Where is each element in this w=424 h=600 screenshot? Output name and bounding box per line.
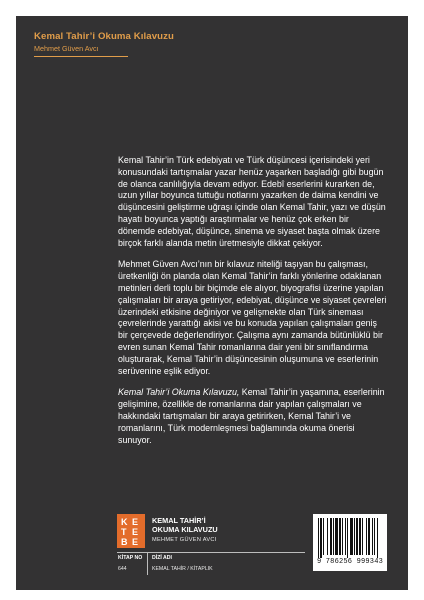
barcode-bar — [327, 518, 328, 555]
publisher-logo — [117, 514, 145, 548]
imprint-author: MEHMET GÜVEN AVCI — [152, 537, 217, 543]
blurb-paragraph-3-text: Kemal Tahir’in yaşamına, eserlerinin gelişimine, özellikle de romanlarına dair yapılan çalışmaları ve hakkındaki tartışmaları bir araya getirirken, Kemal Tahir’i ve romanlarını, Türk modernleşmesi bağlamında okuma önerisi sunuyor. — [118, 387, 385, 445]
header-rule — [34, 56, 128, 57]
series-value: KEMAL TAHİR / KİTAPLIK — [152, 566, 213, 572]
svg-text:T: T — [121, 527, 127, 537]
isbn-barcode — [313, 514, 387, 571]
blurb-paragraph-3 — [118, 387, 388, 446]
barcode-bar — [345, 518, 346, 555]
isbn-number: 9 786256 999343 — [316, 558, 383, 566]
barcode-bar — [377, 518, 378, 558]
svg-text:K: K — [121, 517, 128, 527]
barcode-bar — [330, 518, 332, 555]
svg-text:E: E — [132, 537, 139, 547]
book-number-label: KİTAP NO — [118, 555, 143, 561]
header-title: Kemal Tahir’i Okuma Kılavuzu — [34, 31, 174, 42]
book-number-value: 644 — [118, 566, 127, 572]
barcode-bar — [372, 518, 373, 555]
barcode-bar — [333, 518, 334, 555]
imprint-title-line-2: OKUMA KILAVUZU — [152, 524, 218, 534]
barcode-bar — [359, 518, 361, 555]
blurb-paragraph-2: Mehmet Güven Avcı’nın bir kılavuz niteliği taşıyan bu çalışması, üretkenliği ön planda olan Kemal Tahir’in farklı yönlerine odaklanan metinleri derli toplu bir biçimde ele alıyor, biyografisi üzerine yapılan çalışmaları bir araya getiriyor, edebiyat, düşünce ve siyaset çevreleri üzerindeki etkisine değiniyor ve gelişmekte olan Türk sineması çevrelerinde yarattığı akisi ve bu konuda yapılan çalışmaları geniş bir çerçevede değerlendiriyor. Çalışma aynı zamanda bütünlüklü bir evren sunan Kemal Tahir romanlarına dair yeni bir sınıflandırma oluşturarak, Kemal Tahir’in düşüncesinin oluşumuna ve eserlerinin serüvenine eşlik ediyor. — [118, 259, 387, 376]
barcode-bar — [339, 518, 341, 555]
barcode-bar — [362, 518, 363, 555]
imprint-block — [117, 514, 305, 575]
barcode-bar — [323, 518, 324, 555]
barcode-bar — [335, 518, 338, 555]
barcode-bar — [350, 518, 353, 555]
publisher-logo-icon — [117, 514, 145, 548]
svg-text:B: B — [121, 537, 128, 547]
barcode-bar — [318, 518, 319, 558]
blurb-paragraph-1: Kemal Tahir’in Türk edebiyatı ve Türk düşüncesi içerisindeki yeri konusundaki tartışmalar yazar henüz yaşarken başladığı gibi bugün de olanca canlılığıyla devam ediyor. Edebî eserlerini kurarken de, uzun yıllar boyunca tuttuğu notlarını yazarken de daima kendini ve düşüncesini geliştirme uğraşı içinde olan Kemal Tahir, yazı ve düşün hayatı boyunca yaptığı araştırmalar ve henüz çok erken bir dönemde edebiyat, düşünce, sinema ve siyaset başta olmak üzere birçok farklı alanda metin üretmesiyle dikkat çekiyor. — [118, 155, 386, 248]
barcode-bar — [374, 518, 375, 555]
blurb-book-title: Kemal Tahir’i Okuma Kılavuzu, — [118, 387, 240, 398]
blurb — [118, 155, 388, 446]
svg-text:E: E — [132, 517, 139, 527]
header-author: Mehmet Güven Avcı — [34, 44, 99, 53]
series-label: DİZİ ADI — [152, 555, 172, 561]
barcode-icon — [313, 514, 387, 558]
svg-text:E: E — [132, 527, 139, 537]
imprint-column-divider — [147, 552, 148, 575]
imprint-title-line-1: KEMAL TAHİR’İ — [152, 516, 206, 525]
barcode-bar — [347, 518, 348, 558]
imprint-book-title — [152, 517, 218, 534]
barcode-bar — [366, 518, 367, 555]
imprint-divider — [117, 552, 305, 553]
barcode-bar — [342, 518, 343, 555]
barcode-bar — [320, 518, 322, 558]
back-cover — [16, 16, 408, 590]
barcode-bar — [354, 518, 355, 555]
barcode-bar — [356, 518, 358, 555]
barcode-bar — [368, 518, 370, 555]
